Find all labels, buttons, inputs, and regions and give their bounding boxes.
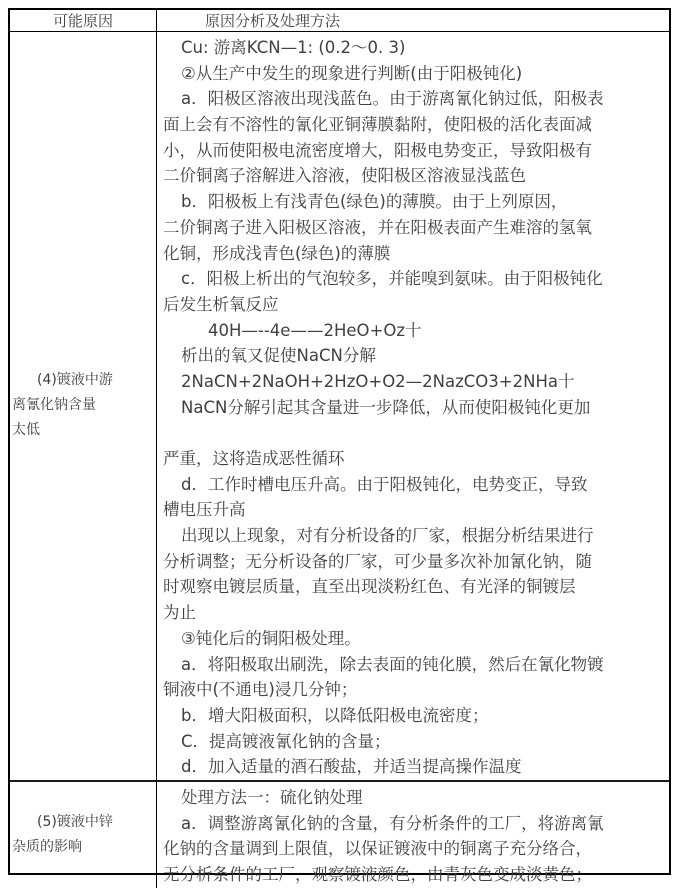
text-line: C．提高镀液氰化钠的含量； [181, 731, 391, 751]
text-line: 二价铜离子进入阳极区溶液，并在阳极表面产生难溶的氢氧 [163, 217, 592, 237]
text-line: 铜液中(不通电)浸几分钟； [163, 680, 358, 700]
text-line: b．阳极板上有浅青色(绿色)的薄膜。由于上列原因， [181, 192, 568, 212]
text-line: 二价铜离子溶解进入溶液，使阳极区溶液显浅蓝色 [163, 166, 526, 186]
text-line: d．加入适量的酒石酸盐，并适当提高操作温度 [181, 757, 522, 777]
text-line: d．工作时槽电压升高。由于阳极钝化，电势变正，导致 [181, 474, 588, 494]
text-line: 为止 [163, 603, 196, 623]
text-line: 杂质的影响 [12, 838, 82, 855]
text-line: ②从生产中发生的现象进行判断(由于阳极钝化) [181, 63, 523, 83]
text-line [163, 420, 669, 446]
column-header-analysis: 原因分析及处理方法 [205, 12, 341, 30]
table-row-cyanide-too-low [10, 32, 669, 782]
text-line: Cu: 游离KCN—1: (0.2～0. 3) [181, 38, 406, 57]
text-line: 分析调整；无分析设备的厂家，可少量多次补加氰化钠，随 [163, 551, 592, 571]
text-line: NaCN分解引起其含量进一步降低，从而使阳极钝化更加 [181, 397, 591, 417]
text-line: 后发生析氧反应 [163, 294, 279, 314]
text-line: 出现以上现象，对有分析设备的厂家，根据分析结果进行 [181, 526, 594, 546]
troubleshooting-table [8, 8, 671, 884]
text-line: a．调整游离氰化钠的含量，有分析条件的工厂，将游离氰 [181, 813, 604, 833]
analysis-cell [157, 32, 669, 780]
column-header-cause: 可能原因 [10, 10, 157, 31]
text-line: 面上会有不溶性的氰化亚铜薄膜黏附，使阳极的活化表面减 [163, 115, 592, 135]
cause-cell [10, 32, 157, 780]
text-line: 处理方法一：硫化钠处理 [181, 787, 363, 807]
text-line: 化钠的含量调到上限值，以保证镀液中的铜离子充分络合， [163, 839, 592, 859]
text-line: 严重，这将造成恶性循环 [163, 449, 345, 468]
text-line: 太低 [12, 422, 40, 439]
analysis-cell [157, 782, 669, 888]
text-line: a．阳极区溶液出现浅蓝色。由于游离氰化钠过低，阳极表 [181, 89, 604, 109]
text-line: 槽电压升高 [163, 500, 246, 520]
text-line: 2NaCN+2NaOH+2HzO+O2—2NazCO3+2NHa十 [181, 371, 575, 391]
text-line: c．阳极上析出的气泡较多，并能嗅到氨味。由于阳极钝化 [181, 269, 603, 289]
text-line: 时观察电镀层质量，直至出现淡粉红色、有光泽的铜镀层 [163, 577, 576, 597]
text-line: 小，从而使阳极电流密度增大，阳极电势变正，导致阳极有 [163, 140, 592, 160]
text-line: 析出的氧又促使NaCN分解 [181, 346, 376, 366]
table-row-zinc-impurity [10, 782, 669, 888]
text-line: b．增大阳极面积，以降低阳极电流密度； [181, 705, 489, 725]
text-line: 无分析条件的工厂，观察镀液颜色，由青灰色变成淡黄色； [163, 865, 592, 884]
text-line: (5)镀液中锌 [37, 813, 113, 830]
table-header-row [10, 10, 669, 32]
text-line: 40H—--4e——2HeO+Oz十 [208, 320, 422, 340]
text-line: a．将阳极取出刷洗，除去表面的钝化膜，然后在氰化物镀 [181, 654, 604, 674]
text-line: ③钝化后的铜阳极处理。 [181, 628, 361, 648]
cause-cell [10, 782, 157, 888]
text-line: 离氰化钠含量 [12, 397, 96, 414]
text-line: (4)镀液中游 [37, 372, 113, 389]
text-line: 化铜，形成浅青色(绿色)的薄膜 [163, 243, 391, 263]
